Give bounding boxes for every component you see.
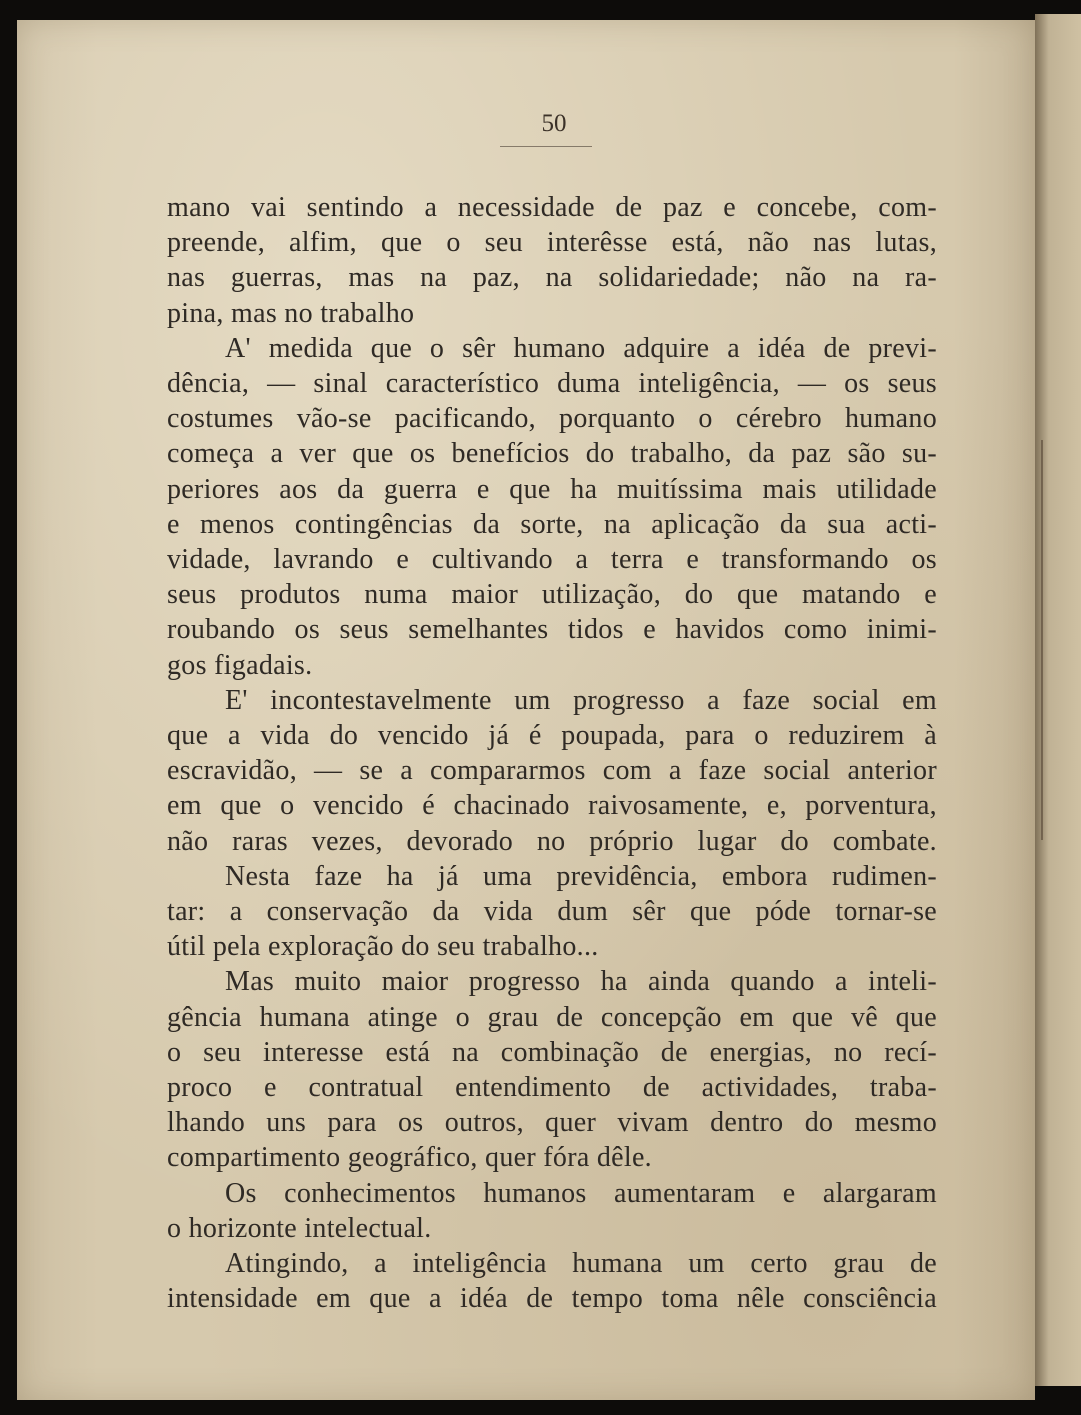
text-line: compartimento geográfico, quer fóra dêle. [167,1142,652,1174]
text-line: Atingindo, a inteligência humana um certo grau de [225,1248,937,1280]
text-line: Mas muito maior progresso ha ainda quando a inteli- [225,966,937,998]
text-line: preende, alfim, que o seu interêsse está, não nas lutas, [167,227,937,259]
page-number: 50 [541,110,567,137]
text-line: Nesta faze ha já uma previdência, embora rudimen- [225,860,937,892]
text-line: tar: a conservação da vida dum sêr que póde tornar-se [167,896,937,928]
text-line: o horizonte intelectual. [167,1212,432,1244]
text-line: que a vida do vencido já é poupada, para o reduzirem à [167,720,937,752]
text-line: o seu interesse está na combinação de energias, no recí- [167,1036,937,1068]
text-line: roubando os seus semelhantes tidos e havidos como inimi- [167,614,937,646]
text-line: lhando uns para os outros, quer vivam dentro do mesmo [167,1107,937,1139]
text-line: gos figadais. [167,649,313,681]
text-line: periores aos da guerra e que ha muitíssima mais utilidade [167,473,937,505]
text-line: começa a ver que os benefícios do trabalho, da paz são su- [167,438,937,470]
text-line: seus produtos numa maior utilização, do que matando e [167,579,937,611]
text-line: dência, — sinal característico duma inteligência, — os seus [167,368,937,400]
text-line: nas guerras, mas na paz, na solidariedade; não na ra- [167,262,937,294]
body-text [167,190,937,1317]
text-line: escravidão, — se a compararmos com a faze social anterior [167,755,937,787]
text-line: mano vai sentindo a necessidade de paz e concebe, com- [167,192,937,223]
text-line: útil pela exploração do seu trabalho... [167,931,599,963]
text-line: Os conhecimentos humanos aumentaram e alargaram [225,1177,937,1209]
page-number-rule [500,146,592,147]
text-line: em que o vencido é chacinado raivosamente, e, porventura, [167,790,937,822]
text-line: pina, mas no trabalho [167,297,415,329]
text-line: A' medida que o sêr humano adquire a idéa de previ- [225,332,937,364]
text-line: proco e contratual entendimento de actividades, traba- [167,1072,937,1104]
text-line: intensidade em que a idéa de tempo toma nêle consciência [167,1283,937,1315]
text-line: E' incontestavelmente um progresso a faze social em [225,684,937,716]
binding-shadow [1041,440,1043,840]
text-line: e menos contingências da sorte, na aplicação da sua acti- [167,508,937,540]
text-line: gência humana atinge o grau de concepção em que vê que [167,1001,937,1033]
text-line: não raras vezes, devorado no próprio lugar do combate. [167,825,937,857]
text-line: costumes vão-se pacificando, porquanto o cérebro humano [167,403,937,435]
text-line: vidade, lavrando e cultivando a terra e transformando os [167,544,937,576]
